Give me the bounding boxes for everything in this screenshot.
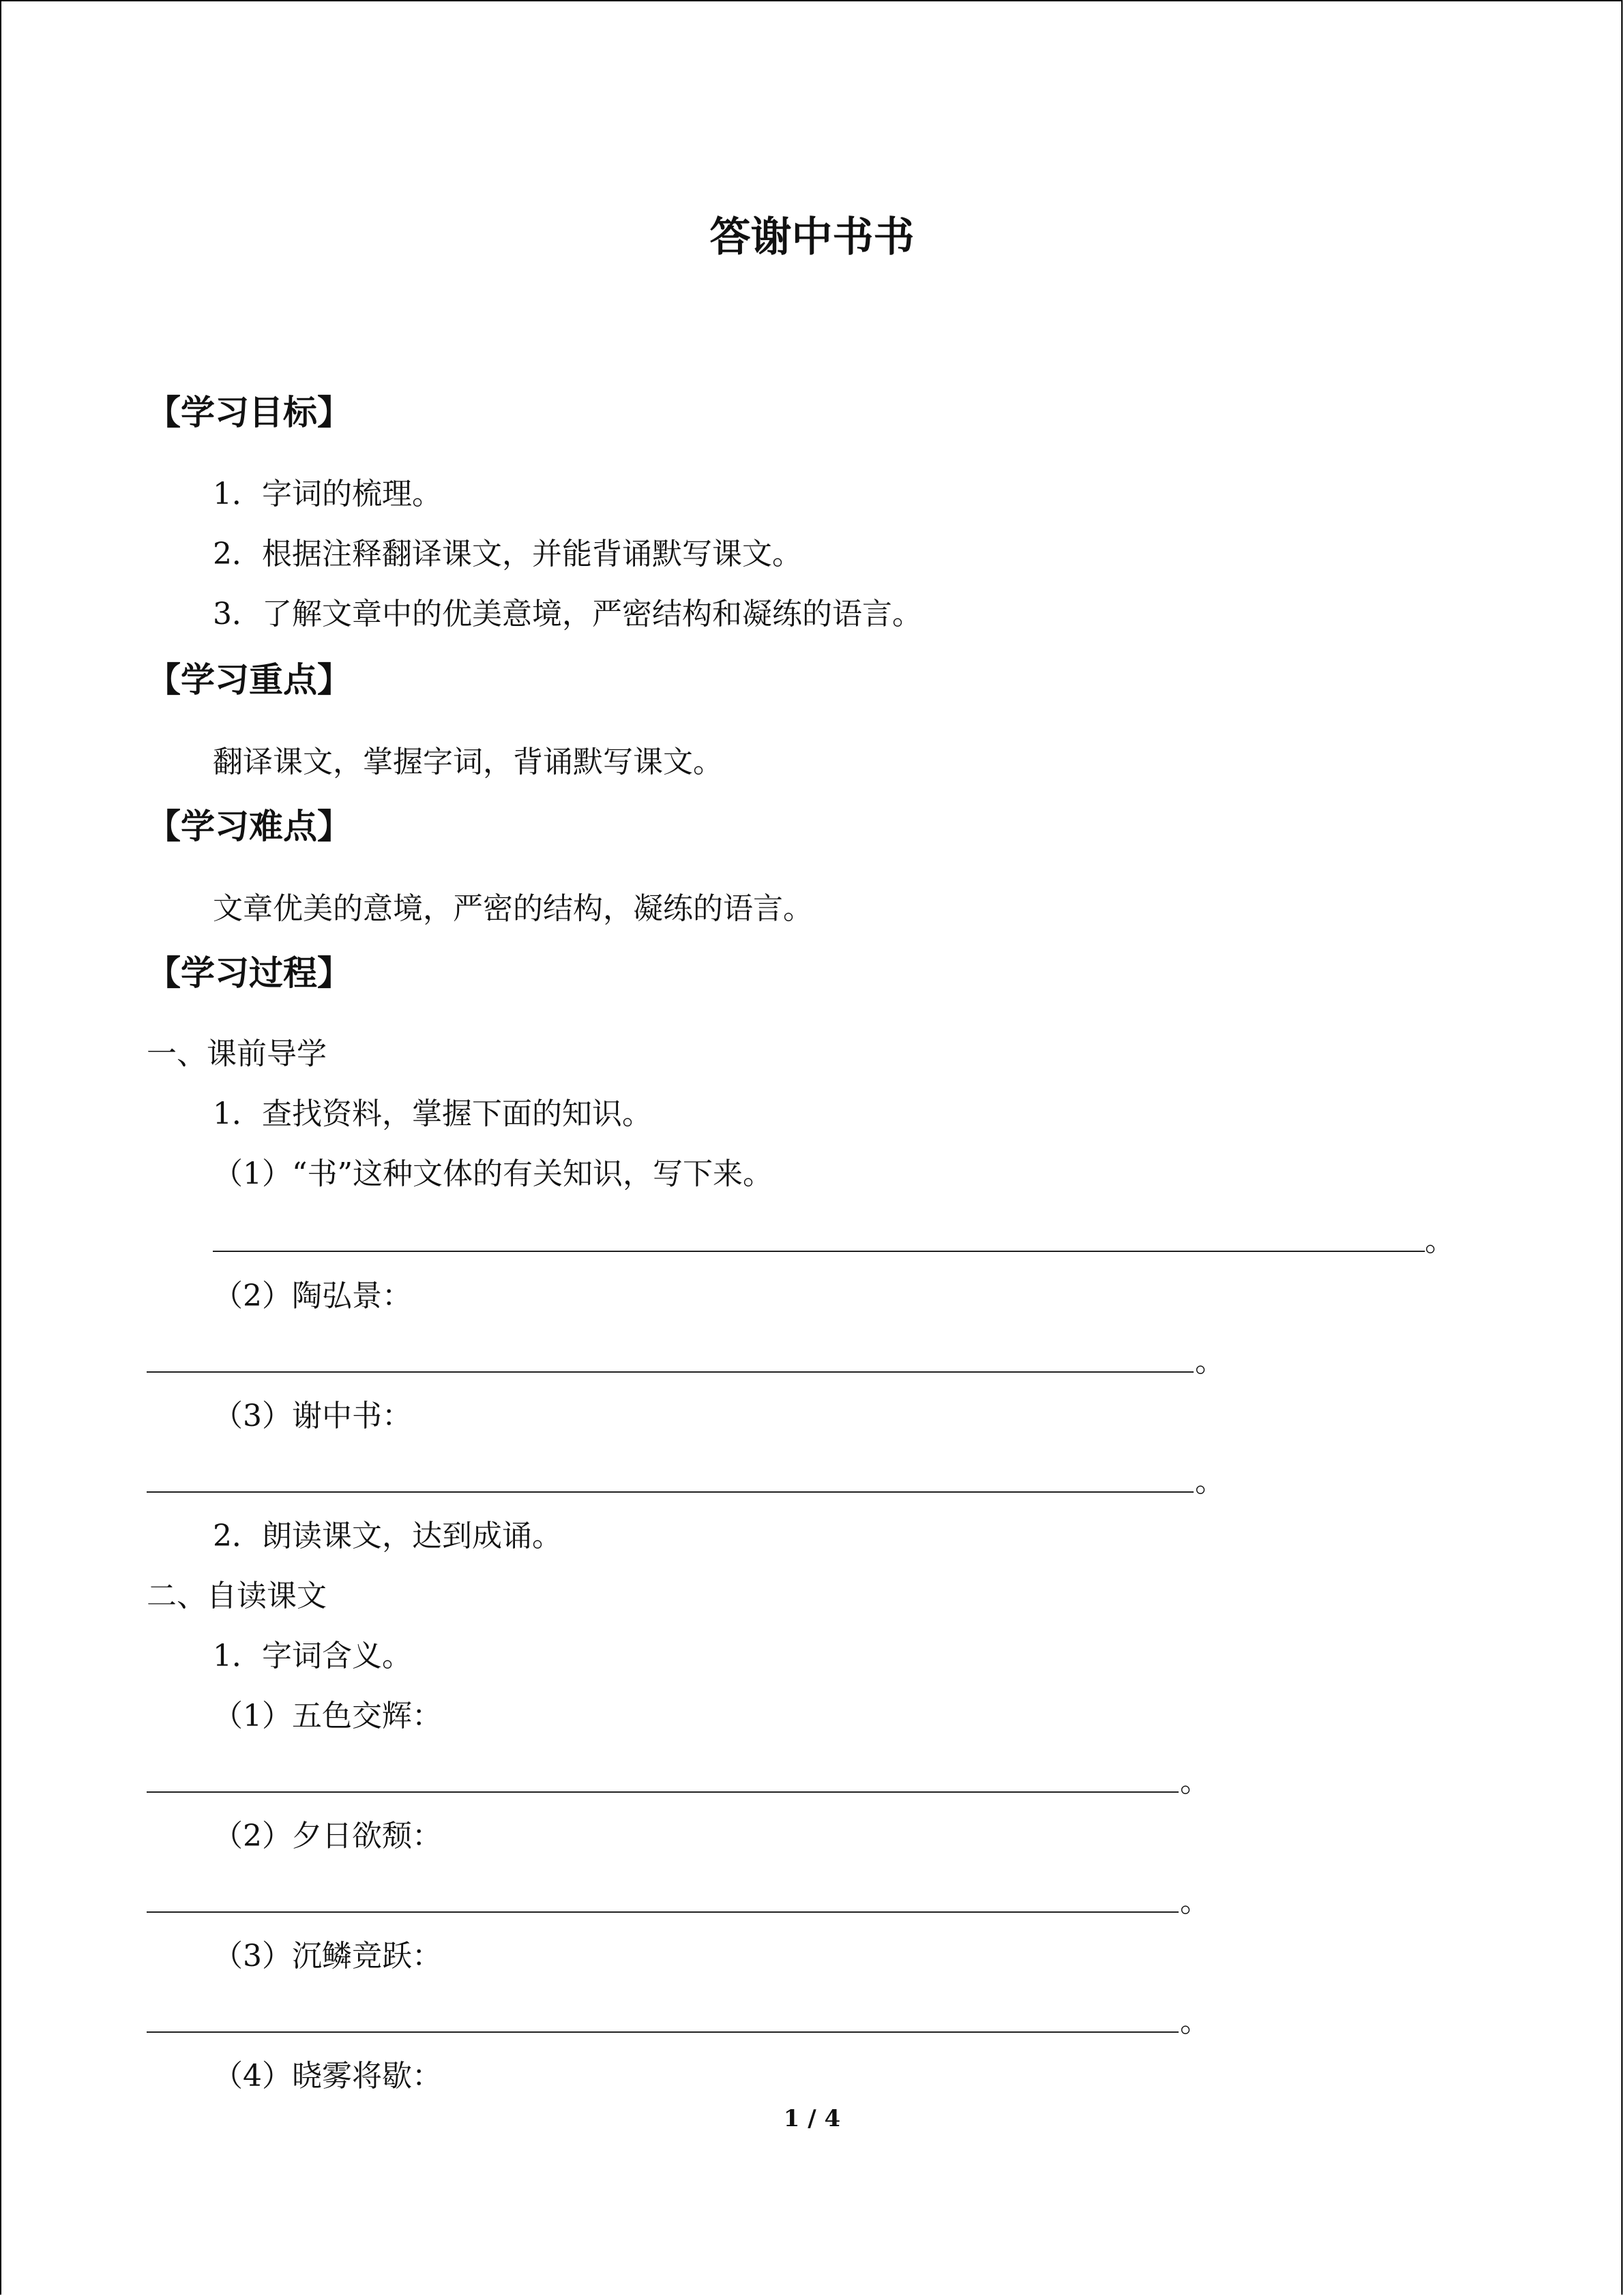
- word-2: （2）夕日欲颓：: [213, 1819, 442, 1853]
- part1-q1: 1．查找资料，掌握下面的知识。: [213, 1097, 652, 1131]
- answer-blank-4-period: 。: [1180, 1764, 1210, 1799]
- document-title: 答谢中书书: [709, 213, 915, 261]
- goal-item-2: 2．根据注释翻译课文，并能背诵默写课文。: [213, 537, 802, 571]
- part2-label: 二、自读课文: [147, 1579, 327, 1613]
- focus-text: 翻译课文，掌握字词，背诵默写课文。: [213, 745, 723, 779]
- part1-label: 一、课前导学: [147, 1037, 327, 1071]
- page-number: 1 / 4: [783, 2105, 841, 2132]
- answer-blank-5[interactable]: [147, 1911, 1179, 1913]
- part1-q2: 2．朗读课文，达到成诵。: [213, 1519, 562, 1553]
- heading-goals: 【学习目标】: [147, 393, 351, 432]
- answer-blank-2[interactable]: [147, 1371, 1194, 1373]
- answer-blank-6[interactable]: [147, 2031, 1179, 2033]
- part2-q1: 1．字词含义。: [213, 1639, 412, 1673]
- heading-process: 【学习过程】: [147, 953, 351, 993]
- goal-item-3: 3．了解文章中的优美意境，严密结构和凝练的语言。: [213, 597, 922, 631]
- part1-q1-2: （2）陶弘景：: [213, 1279, 412, 1313]
- answer-blank-5-period: 。: [1180, 1884, 1210, 1919]
- answer-blank-1[interactable]: [213, 1251, 1425, 1252]
- word-4: （4）晓雾将歇：: [213, 2059, 442, 2093]
- answer-blank-4[interactable]: [147, 1791, 1179, 1793]
- answer-blank-1-period: 。: [1425, 1223, 1455, 1258]
- answer-blank-2-period: 。: [1195, 1344, 1225, 1379]
- word-3: （3）沉鳞竞跃：: [213, 1939, 442, 1973]
- goal-item-1: 1．字词的梳理。: [213, 477, 442, 511]
- heading-focus: 【学习重点】: [147, 660, 351, 700]
- word-1: （1）五色交辉：: [213, 1699, 442, 1733]
- part1-q1-1: （1）“书”这种文体的有关知识，写下来。: [213, 1157, 773, 1191]
- answer-blank-6-period: 。: [1180, 2004, 1210, 2039]
- difficulty-text: 文章优美的意境，严密的结构，凝练的语言。: [213, 891, 813, 926]
- heading-difficulty: 【学习难点】: [147, 807, 351, 846]
- part1-q1-3: （3）谢中书：: [213, 1399, 412, 1433]
- answer-blank-3-period: 。: [1195, 1464, 1225, 1499]
- answer-blank-3[interactable]: [147, 1491, 1194, 1493]
